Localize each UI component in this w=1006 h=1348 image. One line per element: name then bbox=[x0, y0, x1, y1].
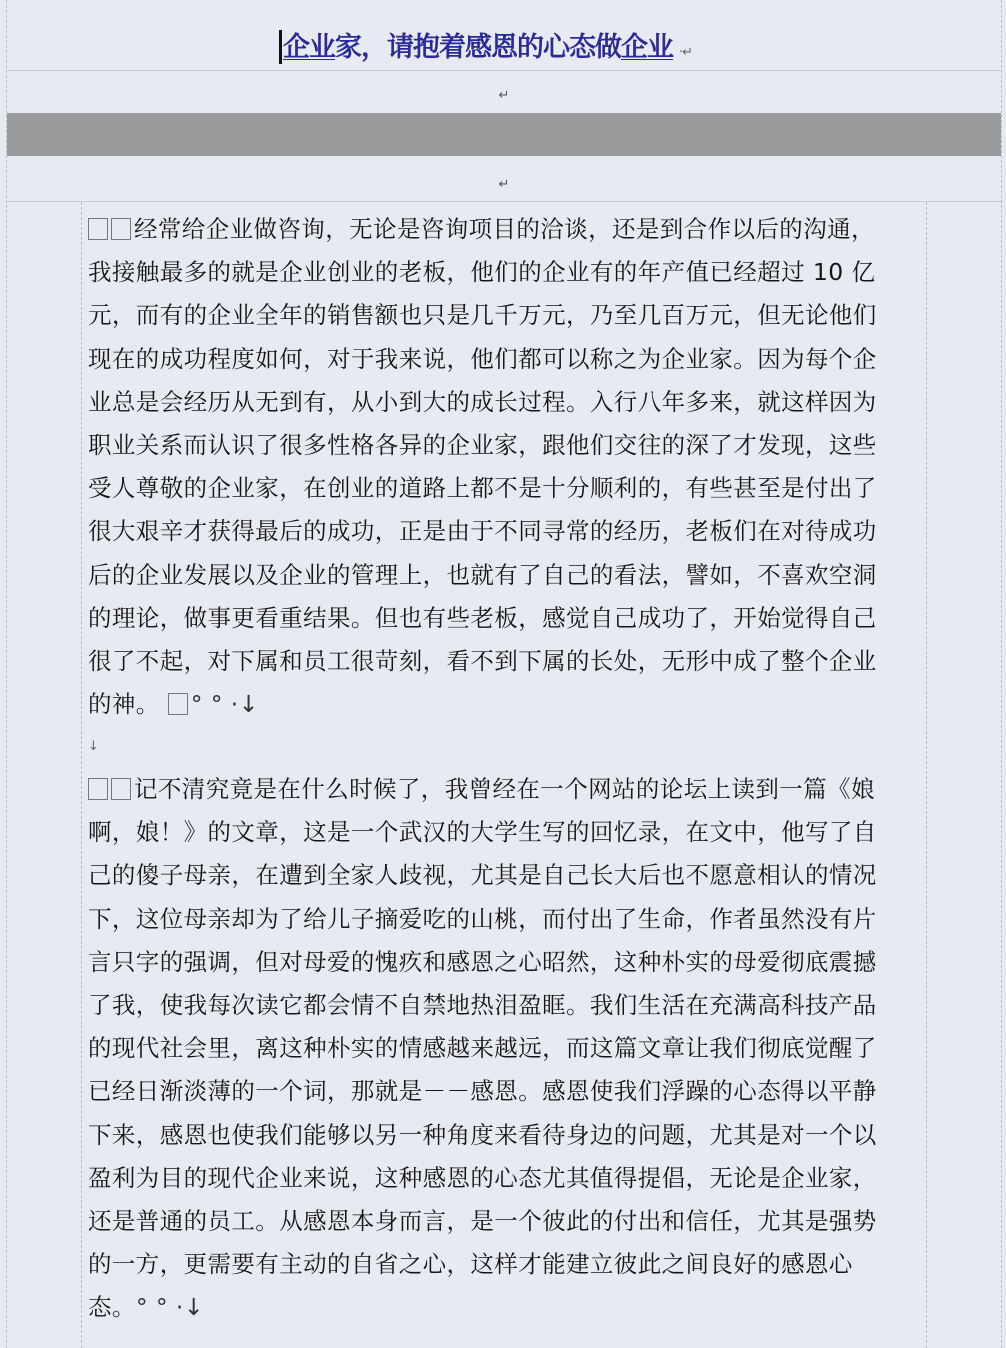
title-row bbox=[7, 0, 1001, 71]
body-text-area[interactable] bbox=[81, 202, 927, 1348]
text-line: 经常给企业做咨询，无论是咨询项目的洽谈，还是到合作以后的沟通， bbox=[88, 208, 928, 251]
text-line: 业总是会经历从无到有，从小到大的成长过程。入行八年多来，就这样因为 bbox=[88, 387, 877, 416]
missing-glyph-box-icon bbox=[111, 778, 131, 800]
missing-glyph-box-icon bbox=[168, 693, 188, 715]
text-line: 言只字的强调，但对母爱的愧疚和感恩之心昭然，这种朴实的母爱彻底震撼 bbox=[88, 947, 877, 976]
text-line: 盈利为目的现代企业来说，这种感恩的心态尤其值得提倡，无论是企业家， bbox=[88, 1163, 877, 1192]
text-line: 我接触最多的就是企业创业的老板，他们的企业有的年产值已经超过 10 亿 bbox=[88, 258, 876, 287]
text-line: 下来，感恩也使我们能够以另一种角度来看待身边的问题，尤其是对一个以 bbox=[88, 1120, 877, 1149]
text-cursor bbox=[279, 30, 282, 64]
paragraph-mark-icon: ↵ bbox=[498, 88, 510, 103]
text-line: 元，而有的企业全年的销售额也只是几千万元，乃至几百万元，但无论他们 bbox=[88, 301, 877, 330]
title-segment: 做 bbox=[595, 32, 621, 63]
document-page[interactable] bbox=[6, 0, 1002, 1348]
paragraph-end-mark: ° ° ·↓ bbox=[135, 1293, 204, 1322]
text-line: 现在的成功程度如何，对于我来说，他们都可以称之为企业家。因为每个企 bbox=[88, 344, 877, 373]
text-line: 态。° ° ·↓ bbox=[88, 1293, 204, 1322]
text-line: 记不清究竟是在什么时候了，我曾经在一个网站的论坛上读到一篇《娘 bbox=[88, 768, 928, 811]
text-line: 后的企业发展以及企业的管理上，也就有了自己的看法，譬如，不喜欢空洞 bbox=[88, 560, 877, 589]
text-line: 很了不起，对下属和员工很苛刻，看不到下属的长处，无形中成了整个企业 bbox=[88, 646, 877, 675]
empty-paragraph-mark-icon: ↓ bbox=[88, 739, 99, 754]
paragraph-1 bbox=[88, 208, 928, 726]
text-line: 受人尊敬的企业家，在创业的道路上都不是十分顺利的，有些甚至是付出了 bbox=[88, 474, 877, 503]
text-line: 职业关系而认识了很多性格各异的企业家，跟他们交往的深了才发现，这些 bbox=[88, 430, 877, 459]
text-line: 的理论，做事更看重结果。但也有些老板，感觉自己成功了，开始觉得自己 bbox=[88, 603, 877, 632]
text-line: 的一方，更需要有主动的自省之心，这样才能建立彼此之间良好的感恩心 bbox=[88, 1250, 853, 1279]
missing-glyph-box-icon bbox=[111, 218, 131, 240]
missing-glyph-box-icon bbox=[88, 778, 108, 800]
text-line: 还是普通的员工。从感恩本身而言，是一个彼此的付出和信任，尤其是强势 bbox=[88, 1206, 877, 1235]
gray-separator-band bbox=[7, 113, 1001, 156]
text-line: 已经日渐淡薄的一个词，那就是－－感恩。感恩使我们浮躁的心态得以平静 bbox=[88, 1077, 877, 1106]
paragraph-mark-icon: ·↵ bbox=[679, 45, 693, 60]
text-line: 的神。 ° ° ·↓ bbox=[88, 690, 259, 719]
paragraph-2 bbox=[88, 768, 928, 1329]
text-line: 己的傻子母亲，在遭到全家人歧视，尤其是自己长大后也不愿意相认的情况 bbox=[88, 861, 877, 890]
title-segment-underlined: 企业 bbox=[283, 32, 335, 63]
text-line: 很大艰辛才获得最后的成功，正是由于不同寻常的经历，老板们在对待成功 bbox=[88, 517, 877, 546]
document-title[interactable] bbox=[279, 28, 692, 73]
text-line: 啊，娘！》的文章，这是一个武汉的大学生写的回忆录，在文中，他写了自 bbox=[88, 818, 877, 847]
title-segment: 家，请抱着感恩的心态 bbox=[335, 32, 595, 63]
title-segment-underlined: 企业 bbox=[621, 32, 673, 63]
text-line: 的现代社会里，离这种朴实的情感越来越远，而这篇文章让我们彻底觉醒了 bbox=[88, 1034, 877, 1063]
missing-glyph-box-icon bbox=[88, 218, 108, 240]
paragraph-end-mark: ° ° ·↓ bbox=[190, 690, 259, 719]
text-line: 下，这位母亲却为了给儿子摘爱吃的山桃，而付出了生命，作者虽然没有片 bbox=[88, 904, 877, 933]
text-line: 了我，使我每次读它都会情不自禁地热泪盈眶。我们生活在充满高科技产品 bbox=[88, 990, 877, 1019]
paragraph-mark-icon: ↵ bbox=[498, 177, 510, 192]
